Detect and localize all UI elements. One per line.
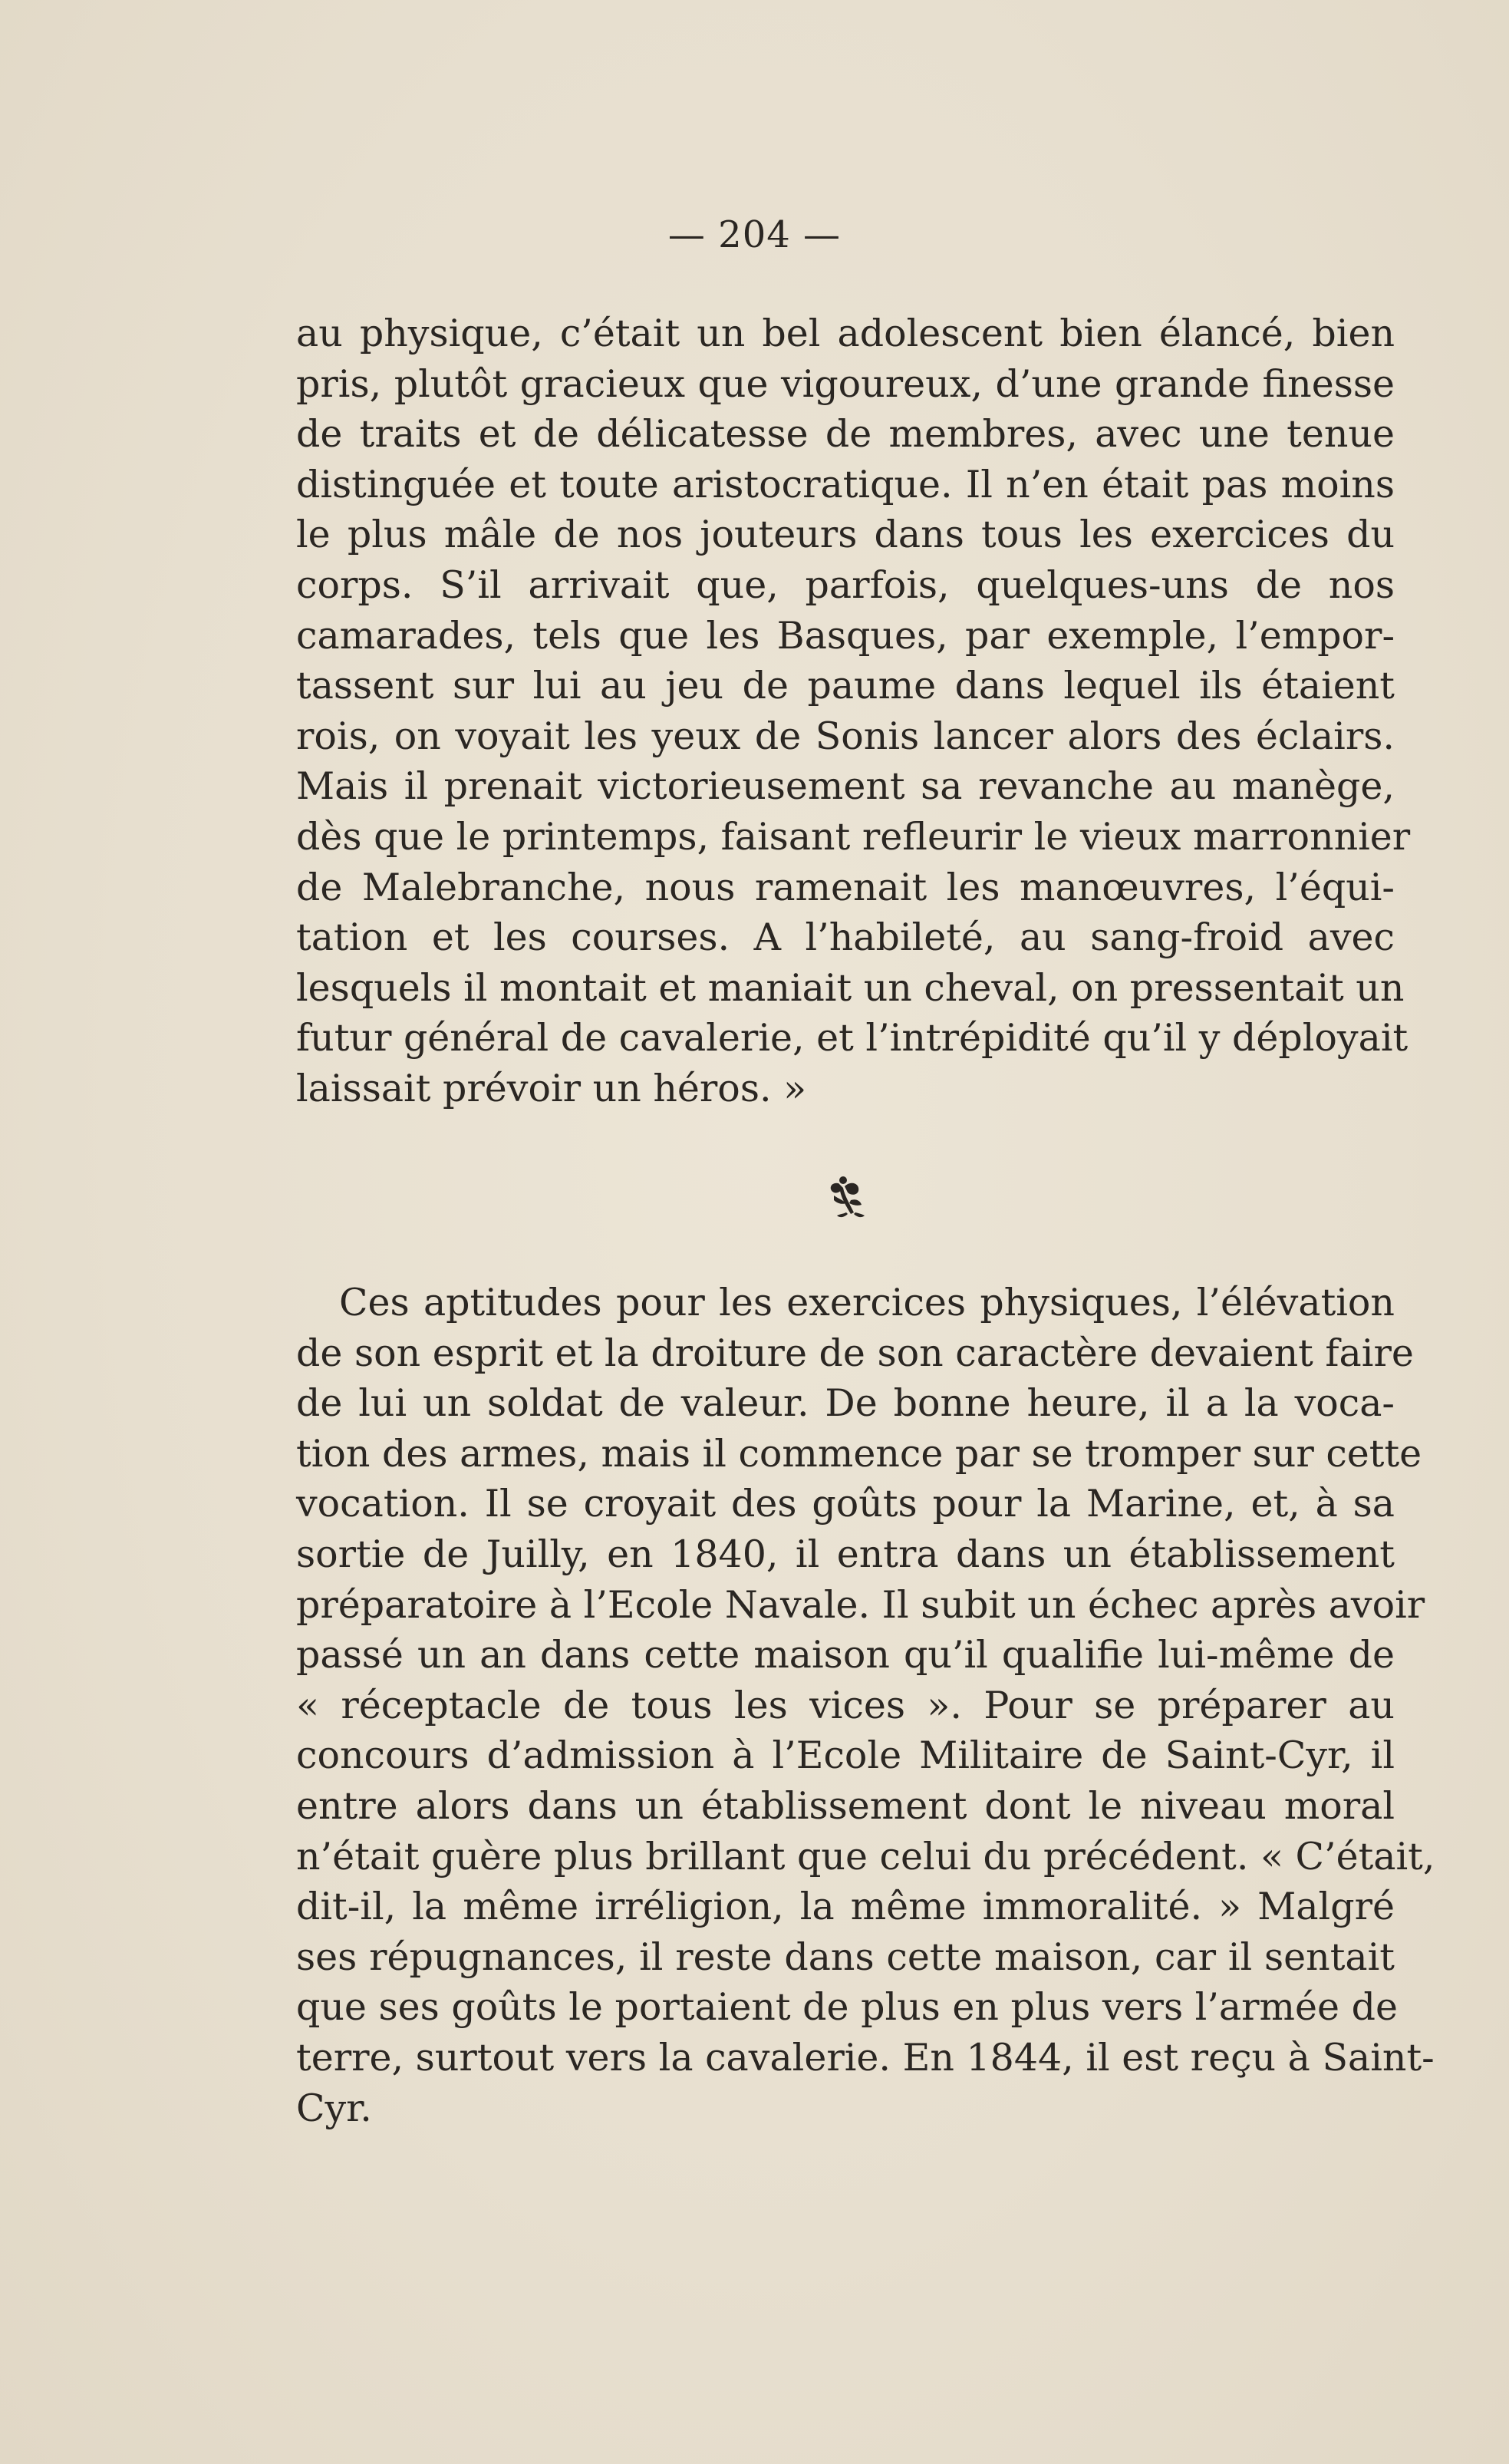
text-line: de son esprit et la droiture de son caractère devaient faire (296, 1331, 1414, 1375)
text-line: préparatoire à l’Ecole Navale. Il subit un échec après avoir (296, 1582, 1425, 1627)
text-line: le plus mâle de nos jouteurs dans tous les exercices du (296, 513, 1395, 557)
text-line: ses répugnances, il reste dans cette maison, car il sentait (296, 1935, 1395, 1979)
fleuron-ornament-icon (820, 1173, 874, 1226)
text-line: dès que le printemps, faisant refleurir le vieux marronnier (296, 814, 1411, 859)
text-line: camarades, tels que les Basques, par exemple, l’empor- (296, 613, 1395, 658)
text-line: Cyr. (296, 2086, 372, 2130)
text-line: sortie de Juilly, en 1840, il entra dans un établissement (296, 1532, 1395, 1576)
text-line: laissait prévoir un héros. » (296, 1066, 807, 1110)
text-line: de Malebranche, nous ramenait les manœuvres, l’équi- (296, 865, 1395, 909)
text-line: vocation. Il se croyait des goûts pour la Marine, et, à sa (296, 1482, 1395, 1526)
text-line: Mais il prenait victorieusement sa revanche au manège, (296, 764, 1395, 809)
text-line: tassent sur lui au jeu de paume dans lequel ils étaient (296, 664, 1395, 708)
text-line: rois, on voyait les yeux de Sonis lancer alors des éclairs. (296, 714, 1395, 758)
page-number: — 204 — (667, 213, 842, 256)
text-line: tion des armes, mais il commence par se tromper sur cette (296, 1431, 1422, 1476)
text-line: de lui un soldat de valeur. De bonne heure, il a la voca- (296, 1381, 1395, 1426)
text-line: distinguée et toute aristocratique. Il n’en était pas moins (296, 462, 1395, 506)
text-line: terre, surtout vers la cavalerie. En 1844, il est reçu à Saint- (296, 2035, 1435, 2080)
text-line: corps. S’il arrivait que, parfois, quelques-uns de nos (296, 562, 1395, 607)
text-line: concours d’admission à l’Ecole Militaire de Saint-Cyr, il (296, 1733, 1395, 1778)
text-line: tation et les courses. A l’habileté, au sang-froid avec (296, 915, 1395, 960)
text-line: entre alors dans un établissement dont le niveau moral (296, 1783, 1395, 1828)
text-line: n’était guère plus brillant que celui du précédent. « C’était, (296, 1834, 1435, 1879)
text-line: passé un an dans cette maison qu’il qualifie lui-même de (296, 1633, 1395, 1677)
text-line: que ses goûts le portaient de plus en plus vers l’armée de (296, 1985, 1398, 2030)
text-line: au physique, c’était un bel adolescent bien élancé, bien (296, 312, 1395, 355)
text-line: lesquels il montait et maniait un cheval, on pressentait un (296, 965, 1405, 1010)
text-line: « réceptacle de tous les vices ». Pour se préparer au (296, 1683, 1395, 1727)
text-line: Ces aptitudes pour les exercices physiques, l’élévation (339, 1281, 1395, 1324)
text-line: pris, plutôt gracieux que vigoureux, d’une grande finesse (296, 361, 1395, 406)
text-line: de traits et de délicatesse de membres, avec une tenue (296, 412, 1395, 457)
text-line: futur général de cavalerie, et l’intrépidité qu’il y déployait (296, 1016, 1409, 1060)
paragraph (296, 1278, 1435, 2133)
paragraph-continuation (296, 308, 1411, 1114)
text-line: dit-il, la même irréligion, la même immoralité. » Malgré (296, 1885, 1395, 1929)
